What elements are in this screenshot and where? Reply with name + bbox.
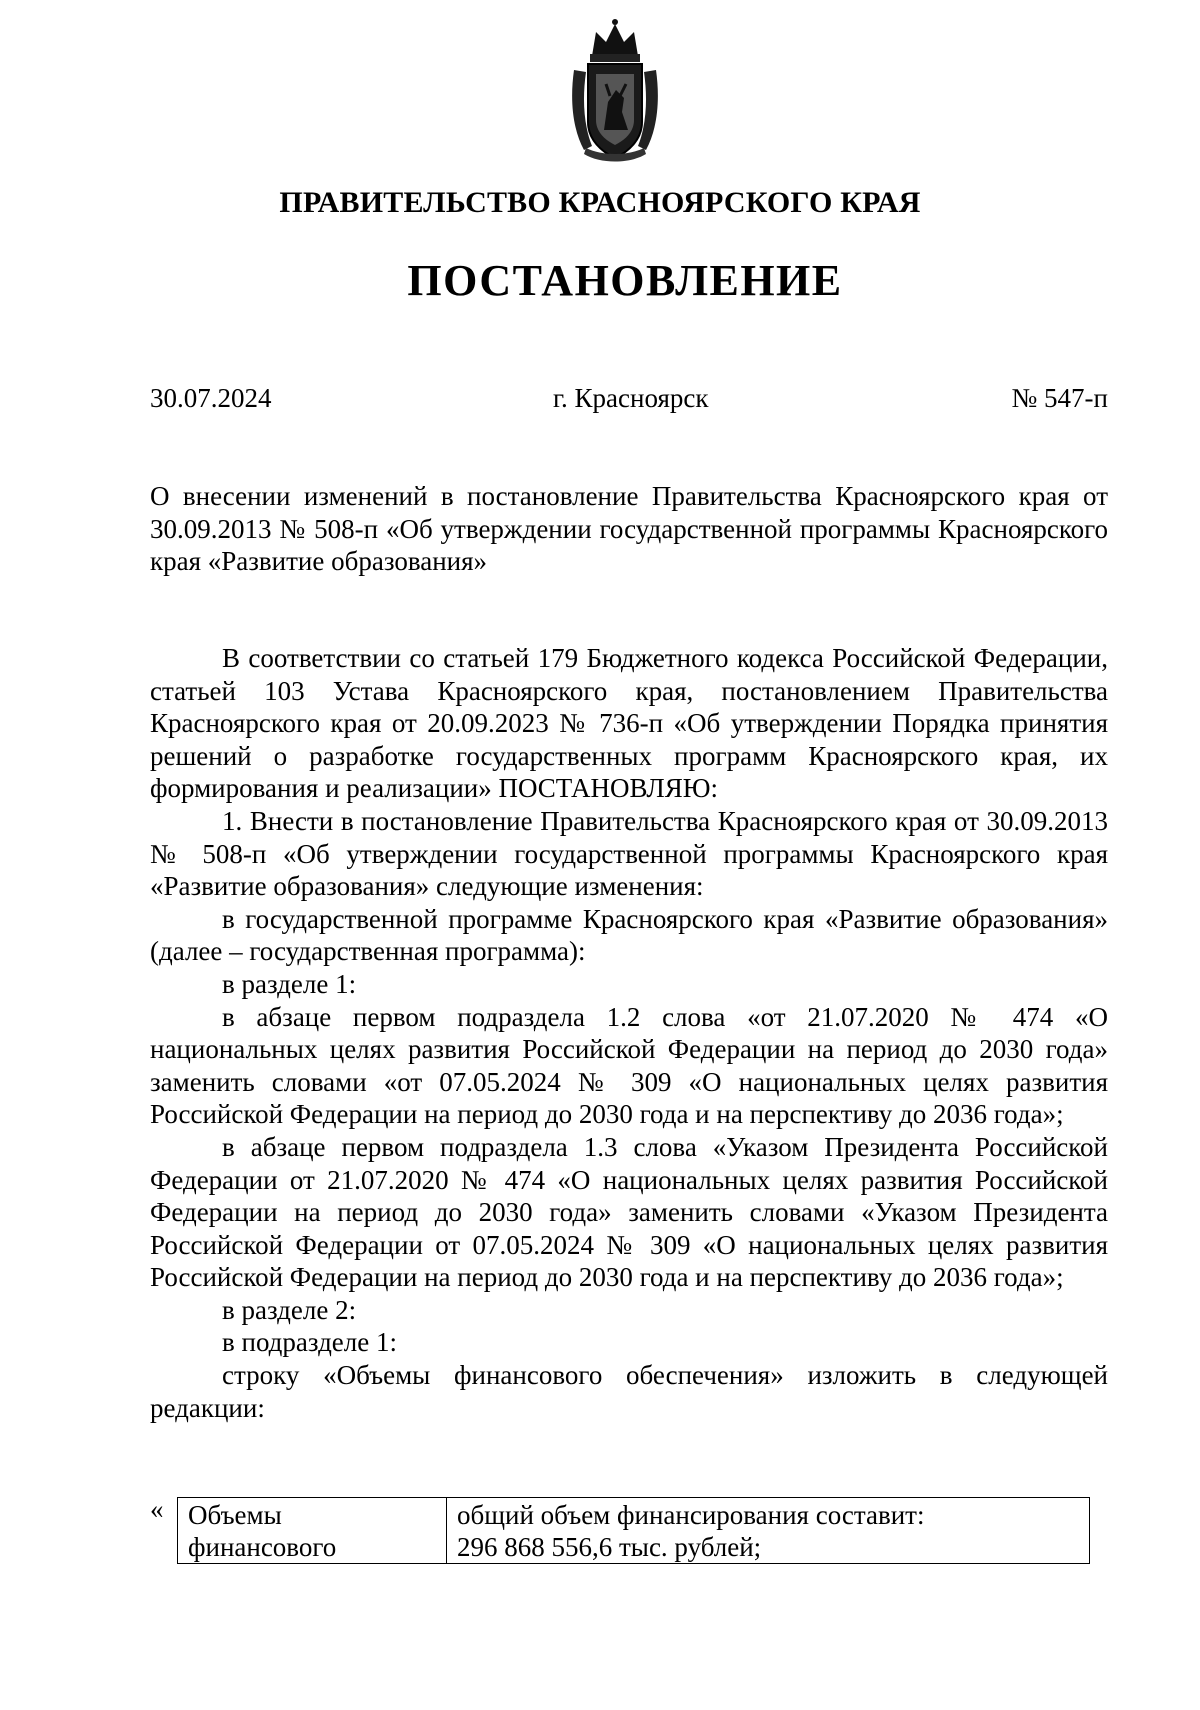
paragraph: строку «Объемы финансового обеспечения» изложить в следующей редакции: [150, 1360, 1108, 1423]
document-type-title: ПОСТАНОВЛЕНИЕ [407, 256, 843, 305]
paragraph: в подразделе 1: [222, 1327, 397, 1358]
value-line: общий объем финансирования составит: [457, 1500, 925, 1530]
table-open-quote: « [150, 1494, 164, 1524]
document-body [150, 642, 1108, 1424]
paragraph: В соответствии со статьей 179 Бюджетного кодекса Российской Федерации, статьей 103 Устава Красноярского края, постановлением Правительства Красноярского края от 20.09.2023 № 736-п «Об утверждении Порядка принятия решений о разработке государственных программ Красноярского края, их формирования и реализации» ПОСТАНОВЛЯЮ: [150, 643, 1108, 804]
table-cell-label [178, 1498, 447, 1564]
document-date: 30.07.2024 [150, 383, 272, 413]
row-label-line: финансового [188, 1532, 337, 1562]
paragraph: 1. Внести в постановление Правительства Красноярского края от 30.09.2013 № 508-п «Об утверждении государственной программы Красноярского края «Развитие образования» следующие изменения: [150, 805, 1108, 902]
table-cell-value [447, 1498, 1090, 1564]
paragraph: в разделе 2: [222, 1294, 357, 1325]
document-number: № 547-п [1011, 383, 1108, 413]
paragraph: в абзаце первом подраздела 1.3 слова «Указом Президента Российской Федерации от 21.07.2020 № 474 «О национальных целях развития Российской Федерации на период до 2030 года» заменить словами «Указом Президента Российской Федерации от 07.05.2024 № 309 «О национальных целях развития Российской Федерации на период до 2030 года и на перспективу до 2036 года»; [150, 1131, 1108, 1293]
row-label-line: Объемы [188, 1500, 282, 1530]
organization-title: ПРАВИТЕЛЬСТВО КРАСНОЯРСКОГО КРАЯ [279, 186, 921, 219]
document-subject [150, 480, 1108, 578]
table-row [178, 1498, 1090, 1564]
paragraph: в абзаце первом подраздела 1.2 слова «от 21.07.2020 № 474 «О национальных целях развития Российской Федерации на период до 2030 года» заменить словами «от 07.05.2024 № 309 «О национальных целях развития Российской Федерации на период до 2030 года и на перспективу до 2036 года»; [150, 1001, 1108, 1130]
document-city: г. Красноярск [553, 383, 709, 413]
financing-table [177, 1497, 1090, 1564]
value-line: 296 868 556,6 тыс. рублей; [457, 1532, 762, 1562]
paragraph: в государственной программе Красноярского края «Развитие образования» (далее – государственная программа): [150, 903, 1108, 967]
paragraph: в разделе 1: [222, 968, 357, 999]
subject-text: О внесении изменений в постановление Правительства Красноярского края от 30.09.2013 № 508-п «Об утверждении государственной программы Красноярского края «Развитие образования» [150, 481, 1108, 577]
coat-of-arms-icon [570, 18, 660, 166]
